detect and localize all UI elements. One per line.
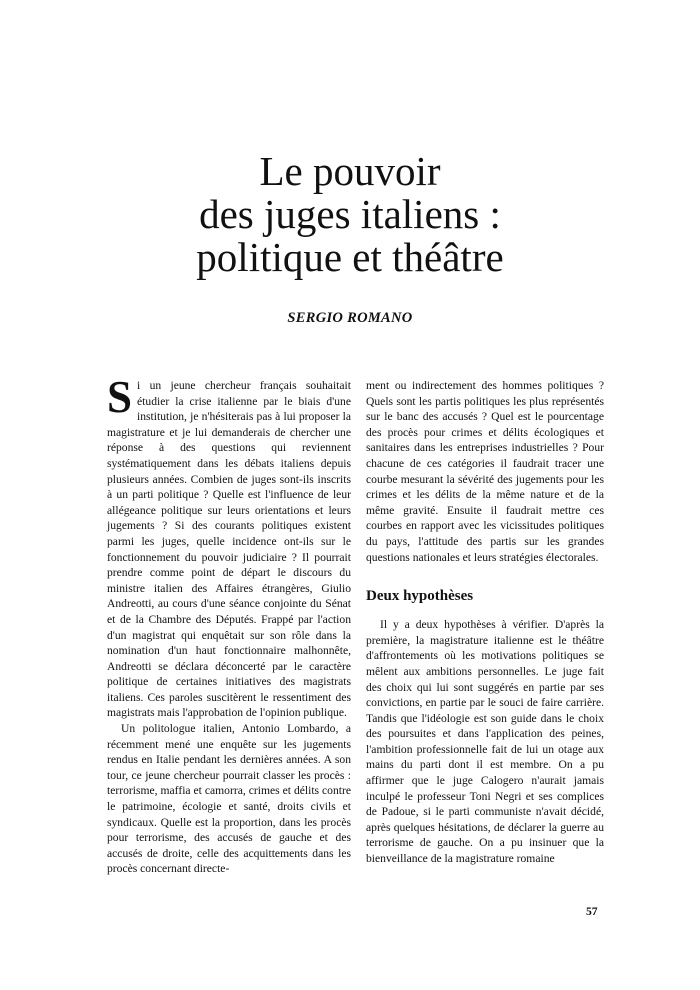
left-column [107,372,351,877]
paragraph-intro-text: i un jeune chercheur français souhaitait étudier la crise italienne par le biais d'une institution, je n'hésiterais pas à lui proposer la magistrature et je lui demanderais de chercher une réponse à des questions qui reviennent systématiquement dans les débats italiens depuis plusieurs années. Combien de juges sont-ils inscrits à un parti politique ? Quelle est l'influence de leur allégeance politique sur leurs orientations et leurs jugements ? Si des courants politiques existent parmi les juges, quelle incidence ont-ils sur le fonctionnement du pouvoir judiciaire ? Il pourrait prendre comme point de départ le discours du ministre italien des Affaires étrangères, Giulio Andreotti, au cours d'une séance conjointe du Sénat et de la Chambre des Députés. Frappé par l'action d'un magistrat qui enquêtait sur son rôle dans la nomination d'un haut fonctionnaire malhonnête, Andreotti se déclara déconcerté par le caractère politique de certaines initiatives des magistrats italiens. Ces paroles suscitèrent le ressentiment des magistrats mais l'approbation de l'opinion publique. [107,379,351,720]
page-number: 57 [586,905,598,918]
section-heading: Deux hypothèses [366,588,474,605]
paragraph-lombardo: Un politologue italien, Antonio Lombardo, a récemment mené une enquête sur les jugements rendus en Italie pendant les dernières années. A son tour, ce jeune chercheur pourrait classer les procès : terrorisme, maffia et camorra, crimes et délits contre le patrimoine, écologie et santé, droits civils et syndicaux. Quelle est la proportion, dans les procès pour terrorisme, des accusés de gauche et des accusés de droite, celle des acquittements dans les procès concernant directe- [107,722,351,876]
title-line-3: politique et théâtre [196,234,504,280]
title-line-2: des juges italiens : [199,191,501,237]
drop-cap: S [107,372,133,422]
article-title [0,150,700,279]
title-line-1: Le pouvoir [259,148,441,194]
paragraph-continuation: ment ou indirectement des hommes politiques ? Quels sont les partis politiques les plus représentés sur le banc des accusés ? Quel est le pourcentage des procès pour crimes et délits écologiques et sanitaires dans les entreprises industrielles ? Pour chacune de ces catégories il faudrait tracer une courbe mesurant la sévérité des jugements pour les crimes et les délits de la même nature et de la même gravité. Ensuite il faudrait mettre ces courbes en rapport avec les vicissitudes politiques du pays, l'attitude des partis sur les grandes questions nationales et leurs stratégies électorales. [366,379,604,564]
paragraph-intro [107,372,351,721]
right-column [366,378,604,867]
author-name: SERGIO ROMANO [287,310,413,326]
paragraph-hypotheses: Il y a deux hypothèses à vérifier. D'après la première, la magistrature italienne est le théâtre d'affrontements où les motivations politiques se mêlent aux ambitions personnelles. Le juge fait des choix qui lui sont suggérés en partie par ses convictions, en partie par le souci de faire carrière. Tandis que l'idéologie est son guide dans le choix des poursuites et dans l'application des peines, l'ambition professionnelle fait de lui un otage aux mains du parti dont il est membre. On a pu affirmer que le juge Calogero n'aurait jamais inculpé le professeur Toni Negri et ses complices de Padoue, si le parti communiste n'avait décidé, après quelques hésitations, de déclarer la guerre au terrorisme de gauche. On a pu insinuer que la bienveillance de la magistrature romaine [366,618,604,866]
